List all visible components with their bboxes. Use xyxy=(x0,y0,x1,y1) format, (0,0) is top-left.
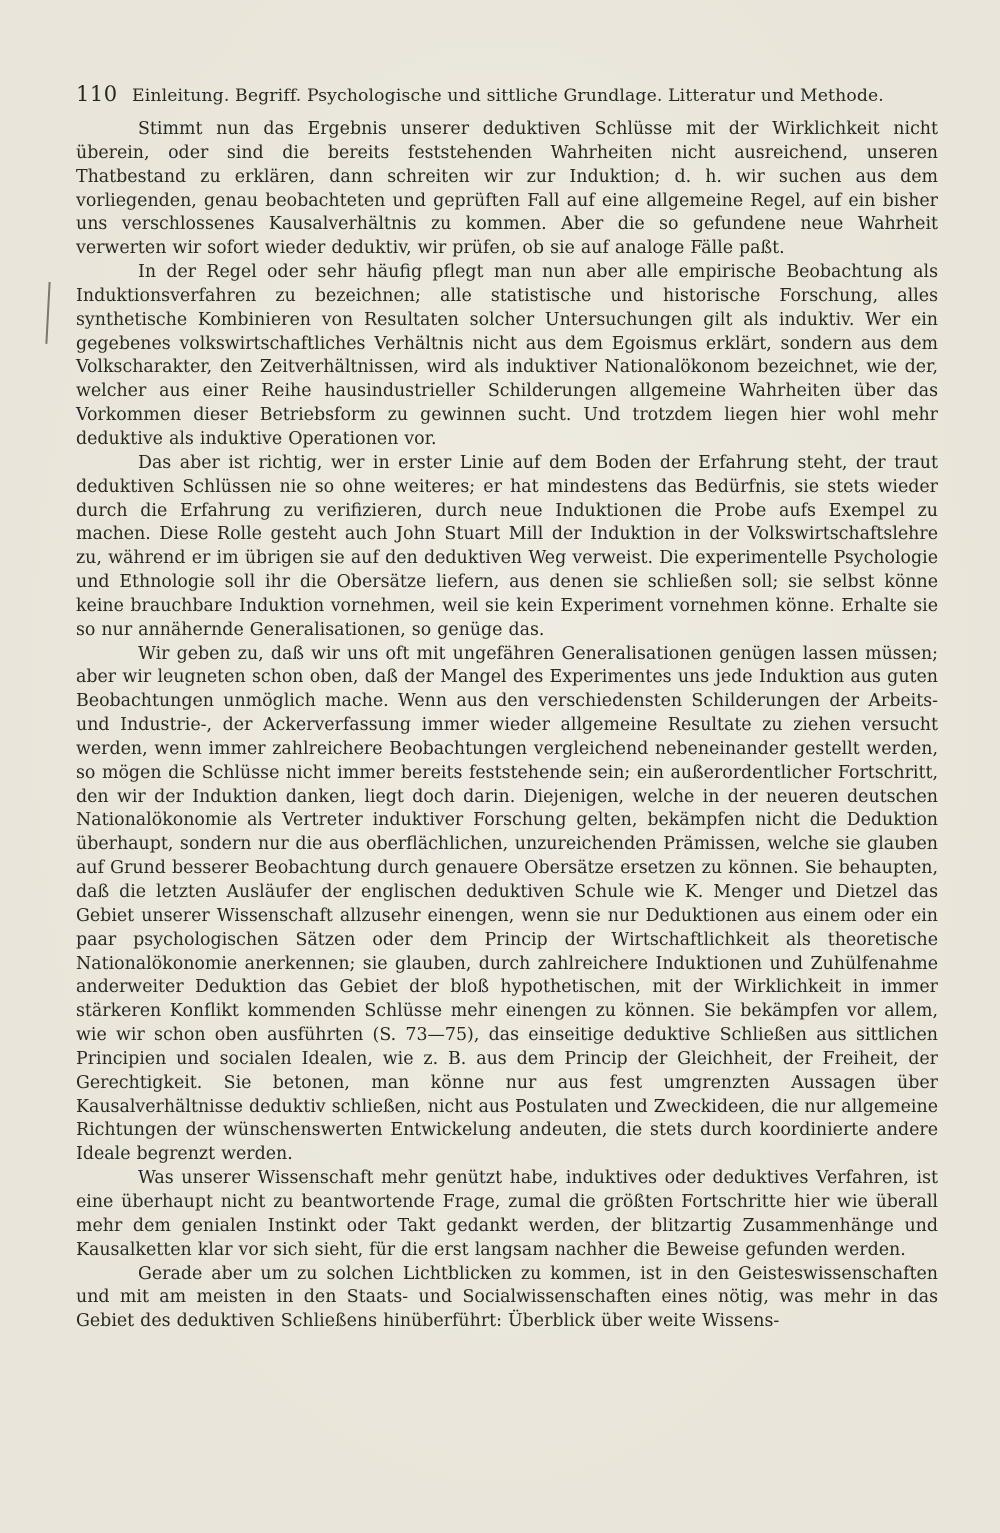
paragraph-text: Das aber ist richtig, wer in erster Linie auf dem Boden der Erfahrung steht, der traut deduktiven Schlüssen nie so ohne weiteres; er hat mindestens das Bedürfnis, sie stets wieder durch die Erfahrung zu verifizieren, durch neue Induktionen die Probe aufs Exempel zu machen. Diese Rolle gesteht auch John Stuart Mill der Induktion in der Volkswirtschaftslehre zu, während er im übrigen sie auf den deduktiven Weg verweist. Die experimentelle Psychologie und Ethnologie soll ihr die Obersätze liefern, aus denen sie schließen soll; sie selbst könne keine brauchbare Induktion vornehmen, weil sie kein Experiment vornehmen könne. Erhalte sie so nur annähernde Generalisationen, so genüge das. xyxy=(76,452,938,640)
paragraph xyxy=(76,643,938,1168)
paragraph xyxy=(76,261,938,452)
running-head: Einleitung. Begriff. Psychologische und sittliche Grundlage. Litteratur und Methode. xyxy=(132,86,884,106)
paragraph xyxy=(76,1263,938,1335)
paragraph-text: Was unserer Wissenschaft mehr genützt habe, induktives oder deduktives Verfahren, ist eine überhaupt nicht zu beantwortende Frage, zumal die größten Fortschritte hier wie überall mehr dem genialen Instinkt oder Takt gedankt werden, der blitzartig Zusammenhänge und Kausalketten klar vor sich sieht, für die erst langsam nachher die Beweise gefunden werden. xyxy=(76,1168,938,1260)
page-header xyxy=(76,82,938,114)
paragraph-text: Wir geben zu, daß wir uns oft mit ungefähren Generalisationen genügen lassen müssen; aber wir leugneten schon oben, daß der Mangel des Experimentes uns jede Induktion aus guten Beobachtungen unmöglich mache. Wenn aus den verschiedensten Schilderungen der Arbeits- und Industrie-, der Ackerverfassung immer wieder allgemeine Resultate zu ziehen versucht werden, wenn immer zahlreichere Beobachtungen vergleichend nebeneinander gestellt werden, so mögen die Schlüsse nicht immer bereits feststehende sein; ein außerordentlicher Fortschritt, den wir der Induktion danken, liegt doch darin. Diejenigen, welche in der neueren deutschen Nationalökonomie als Vertreter induktiver Forschung gelten, bekämpfen nicht die Deduktion überhaupt, sondern nur die aus oberflächlichen, unzureichenden Prämissen, welche sie glauben auf Grund besserer Beobachtung durch genauere Obersätze ersetzen zu können. Sie behaupten, daß die letzten Ausläufer der englischen deduktiven Schule wie K. Menger und Dietzel das Gebiet unserer Wissenschaft allzusehr einengen, wenn sie nur Deduktionen aus einem oder ein paar psychologischen Sätzen oder dem Princip der Wirtschaftlichkeit als theoretische Nationalökonomie anerkennen; sie glauben, durch zahlreichere Induktionen und Zuhülfenahme anderweiter Deduktion das Gebiet der bloß hypothetischen, mit der Wirklichkeit in immer stärkeren Konflikt kommenden Schlüsse mehr einengen zu können. Sie bekämpfen vor allem, wie wir schon oben ausführten (S. 73—75), das einseitige deduktive Schließen aus sittlichen Principien und socialen Idealen, wie z. B. aus dem Princip der Gleichheit, der Freiheit, der Gerechtigkeit. Sie betonen, man könne nur aus fest umgrenzten Aussagen über Kausalverhältnisse deduktiv schließen, nicht aus Postulaten und Zweckideen, die nur allgemeine Richtungen der wünschenswerten Entwickelung andeuten, die stets durch koordinierte andere Ideale begrenzt werden. xyxy=(76,643,938,1165)
body-text xyxy=(76,118,938,1334)
paragraph-text: In der Regel oder sehr häufig pflegt man nun aber alle empirische Beobachtung als Induktionsverfahren zu bezeichnen; alle statistische und historische Forschung, alles synthetische Kombinieren von Resultaten solcher Untersuchungen gilt als induktiv. Wer ein gegebenes volkswirtschaftliches Verhältnis nicht aus dem Egoismus erklärt, sondern aus dem Volkscharakter, den Zeitverhältnissen, wird als induktiver Nationalökonom bezeichnet, wie der, welcher aus einer Reihe hausindustrieller Schilderungen allgemeine Wahrheiten über das Vorkommen dieser Betriebsform zu gewinnen sucht. Und trotzdem liegen hier wohl mehr deduktive als induktive Operationen vor. xyxy=(76,262,938,449)
page-number: 110 xyxy=(76,82,118,106)
pencil-margin-mark xyxy=(45,282,53,344)
paragraph xyxy=(76,452,938,643)
paragraph xyxy=(76,1167,938,1262)
paragraph-text: Gerade aber um zu solchen Lichtblicken zu kommen, ist in den Geisteswissenschaften und mit am meisten in den Staats- und Socialwissenschaften eines nötig, was mehr in das Gebiet des deduktiven Schließens hinüberführt: Überblick über weite Wissens- xyxy=(76,1263,938,1332)
paragraph-text: Stimmt nun das Ergebnis unserer deduktiven Schlüsse mit der Wirklichkeit nicht überein, oder sind die bereits feststehenden Wahrheiten nicht ausreichend, unseren Thatbestand zu erklären, dann schreiten wir zur Induktion; d. h. wir suchen aus dem vorliegenden, genau beobachteten und geprüften Fall auf eine allgemeine Regel, auf ein bisher uns verschlossenes Kausalverhältnis zu kommen. Aber die so gefundene neue Wahrheit verwerten wir sofort wieder deduktiv, wir prüfen, ob sie auf analoge Fälle paßt. xyxy=(76,119,938,259)
paragraph xyxy=(76,118,938,261)
